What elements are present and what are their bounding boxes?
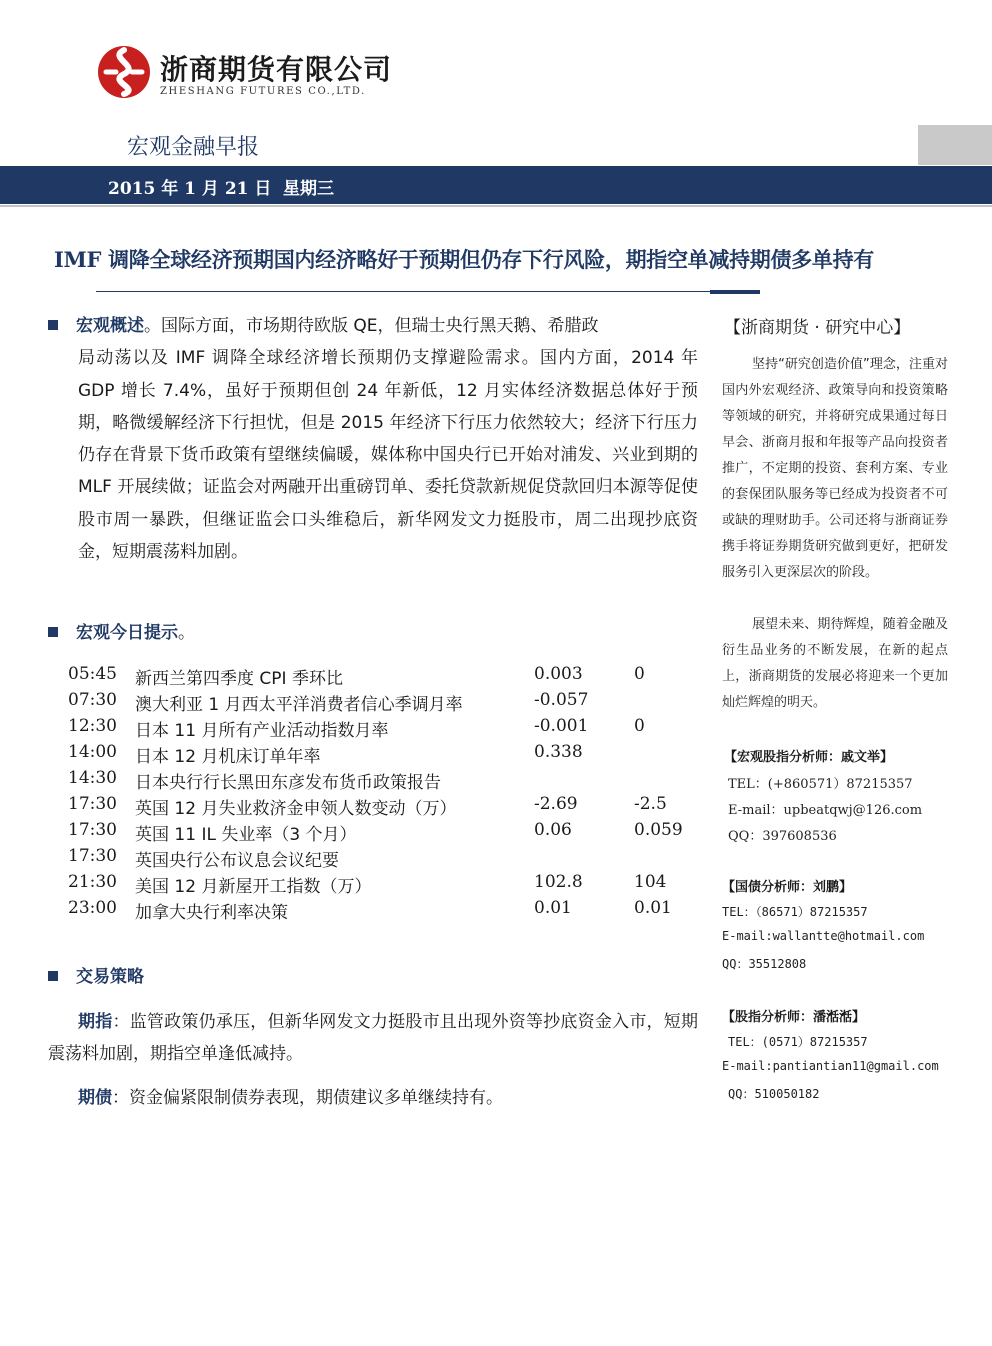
calendar-row	[68, 870, 708, 896]
strategy-label: 交易策略	[76, 967, 144, 987]
strategy-p2-text: ：资金偏紧限制债券表现，期债建议多单继续持有。	[112, 1088, 503, 1108]
analyst-qq: QQ：397608536	[728, 829, 837, 844]
calendar-value-1: -2.69	[534, 794, 578, 814]
analyst-qq: QQ：35512808	[722, 957, 807, 971]
overview-first-line: 。国际方面，市场期待欧版 QE，但瑞士央行黑天鹅、希腊政	[144, 316, 599, 336]
calendar-row	[68, 844, 708, 870]
calendar-event: 澳大利亚 1 月西太平洋消费者信心季调月率	[135, 695, 463, 715]
calendar-value-2: 0.059	[634, 820, 683, 840]
calendar-value-2: 0.01	[634, 898, 672, 918]
analyst-title: 【股指分析师：潘湉湉】	[722, 1010, 866, 1025]
headline-rule	[96, 291, 756, 292]
divider	[0, 205, 992, 207]
calendar-value-2: 0	[634, 664, 645, 684]
calendar-time: 05:45	[68, 664, 117, 684]
strategy-bond-futures	[48, 1082, 698, 1114]
calendar-row	[68, 818, 708, 844]
analyst-email[interactable]: E-mail:pantiantian11@gmail.com	[722, 1059, 939, 1073]
calendar-value-1: 0.01	[534, 898, 572, 918]
today-label-suffix: 。	[178, 623, 195, 643]
calendar-value-2: 0	[634, 716, 645, 736]
analyst-title: 【宏观股指分析师：戚文举】	[724, 750, 894, 765]
bullet-square-icon	[48, 971, 58, 981]
analyst-tel: TEL：（86571）87215357	[722, 905, 868, 919]
strategy-p1-text: ：监管政策仍承压，但新华网发文力挺股市且出现外资等抄底资金入市，短期震荡料加剧，期指空单逢低减持。	[48, 1012, 699, 1065]
calendar-event: 英国 11 IL 失业率（3 个月）	[135, 825, 357, 845]
calendar-time: 17:30	[68, 846, 117, 866]
calendar-row	[68, 740, 708, 766]
calendar-value-1: -0.001	[534, 716, 589, 736]
calendar-event: 英国 12 月失业救济金申领人数变动（万）	[135, 799, 457, 819]
calendar-event: 日本 12 月机床订单年率	[135, 747, 321, 767]
sidebar-title: 【浙商期货 · 研究中心】	[724, 318, 911, 338]
calendar-time: 17:30	[68, 794, 117, 814]
calendar-time: 21:30	[68, 872, 117, 892]
analyst-qq: QQ：510050182	[728, 1087, 820, 1101]
calendar-event: 美国 12 月新屋开工指数（万）	[135, 877, 372, 897]
report-weekday: 星期三	[283, 179, 334, 199]
calendar-time: 07:30	[68, 690, 117, 710]
strategy-index-futures	[48, 1006, 698, 1071]
macro-overview	[48, 310, 698, 568]
company-name: 浙商期货有限公司	[160, 53, 393, 86]
calendar-value-1: 0.003	[534, 664, 583, 684]
strategy-p1-label: 期指	[78, 1012, 113, 1032]
sidebar-intro-text: 坚持“研究创造价值”理念，注重对国内外宏观经济、政策导向和投资策略等领域的研究，并将研究成果通过每日早会、浙商月报和年报等产品向投资者推广，不定期的投资、套利方案、专业的套保团队服务等已经成为投资者不可或缺的理财助手。公司还将与浙商证券携手将证券期货研究做到更好，把研发服务引入更深层次的阶段。	[722, 357, 948, 580]
section-heading-strategy	[48, 962, 144, 987]
headline-rule-accent	[710, 290, 760, 294]
company-name-en: ZHESHANG FUTURES CO.,LTD.	[160, 86, 366, 97]
analyst-title: 【国债分析师：刘鹏】	[722, 880, 853, 895]
strategy-p2-label: 期债	[78, 1088, 112, 1108]
calendar-value-1: 0.338	[534, 742, 583, 762]
calendar-value-2: 104	[634, 872, 667, 892]
calendar-row	[68, 662, 708, 688]
date-bar	[0, 166, 992, 204]
overview-label: 宏观概述	[76, 316, 144, 336]
section-heading-today	[48, 618, 195, 643]
calendar-value-1: 0.06	[534, 820, 572, 840]
calendar-row	[68, 792, 708, 818]
analyst-email[interactable]: E-mail:wallantte@hotmail.com	[722, 929, 925, 943]
calendar-event: 加拿大央行利率决策	[135, 903, 288, 923]
calendar-row	[68, 688, 708, 714]
calendar-event: 英国央行公布议息会议纪要	[135, 851, 339, 871]
calendar-row	[68, 766, 708, 792]
calendar-row	[68, 896, 708, 922]
calendar-value-2: -2.5	[634, 794, 667, 814]
calendar-time: 12:30	[68, 716, 117, 736]
bullet-square-icon	[48, 320, 58, 330]
analyst-email[interactable]: E-mail：upbeatqwj@126.com	[728, 803, 923, 818]
calendar-event: 日本 11 月所有产业活动指数月率	[135, 721, 389, 741]
header-accent-block	[918, 125, 992, 165]
sidebar-intro	[722, 352, 948, 586]
sidebar-outlook-text: 展望未来、期待辉煌，随着金融及衍生品业务的不断发展，在新的起点上，浙商期货的发展必将迎来一个更加灿烂辉煌的明天。	[722, 617, 948, 710]
overview-body: 局动荡以及 IMF 调降全球经济增长预期仍支撑避险需求。国内方面，2014 年 GDP 增长 7.4%，虽好于预期但创 24 年新低，12 月实体经济数据总体好于预期，略微缓解经济下行担忧，但是 2015 年经济下行压力依然较大；经济下行压力仍存在背景下货币政策有望继续偏暖，媒体称中国央行已开始对浦发、兴业到期的 MLF 开展续做；证监会对两融开出重磅罚单、委托贷款新规促贷款回归本源等促使股市周一暴跌，但继证监会口头维稳后，新华网发文力挺股市，周二出现抄底资金，短期震荡料加剧。	[78, 348, 698, 563]
calendar-time: 23:00	[68, 898, 117, 918]
economic-calendar	[68, 662, 708, 922]
calendar-time: 17:30	[68, 820, 117, 840]
calendar-event: 新西兰第四季度 CPI 季环比	[135, 669, 343, 689]
report-type: 宏观金融早报	[127, 135, 260, 160]
sidebar-outlook	[722, 612, 948, 716]
today-label: 宏观今日提示	[76, 623, 178, 643]
calendar-value-1: 102.8	[534, 872, 583, 892]
analyst-tel: TEL：(+860571）87215357	[728, 777, 913, 792]
report-date: 2015 年 1 月 21 日	[108, 179, 272, 199]
bullet-square-icon	[48, 627, 58, 637]
calendar-row	[68, 714, 708, 740]
calendar-value-1: -0.057	[534, 690, 589, 710]
calendar-event: 日本央行行长黑田东彦发布货币政策报告	[135, 773, 441, 793]
page-title: IMF 调降全球经济预期国内经济略好于预期但仍存下行风险，期指空单减持期债多单持有	[54, 247, 874, 272]
calendar-time: 14:00	[68, 742, 117, 762]
company-logo-icon	[96, 44, 152, 100]
calendar-time: 14:30	[68, 768, 117, 788]
analyst-tel: TEL：(0571）87215357	[728, 1035, 868, 1049]
